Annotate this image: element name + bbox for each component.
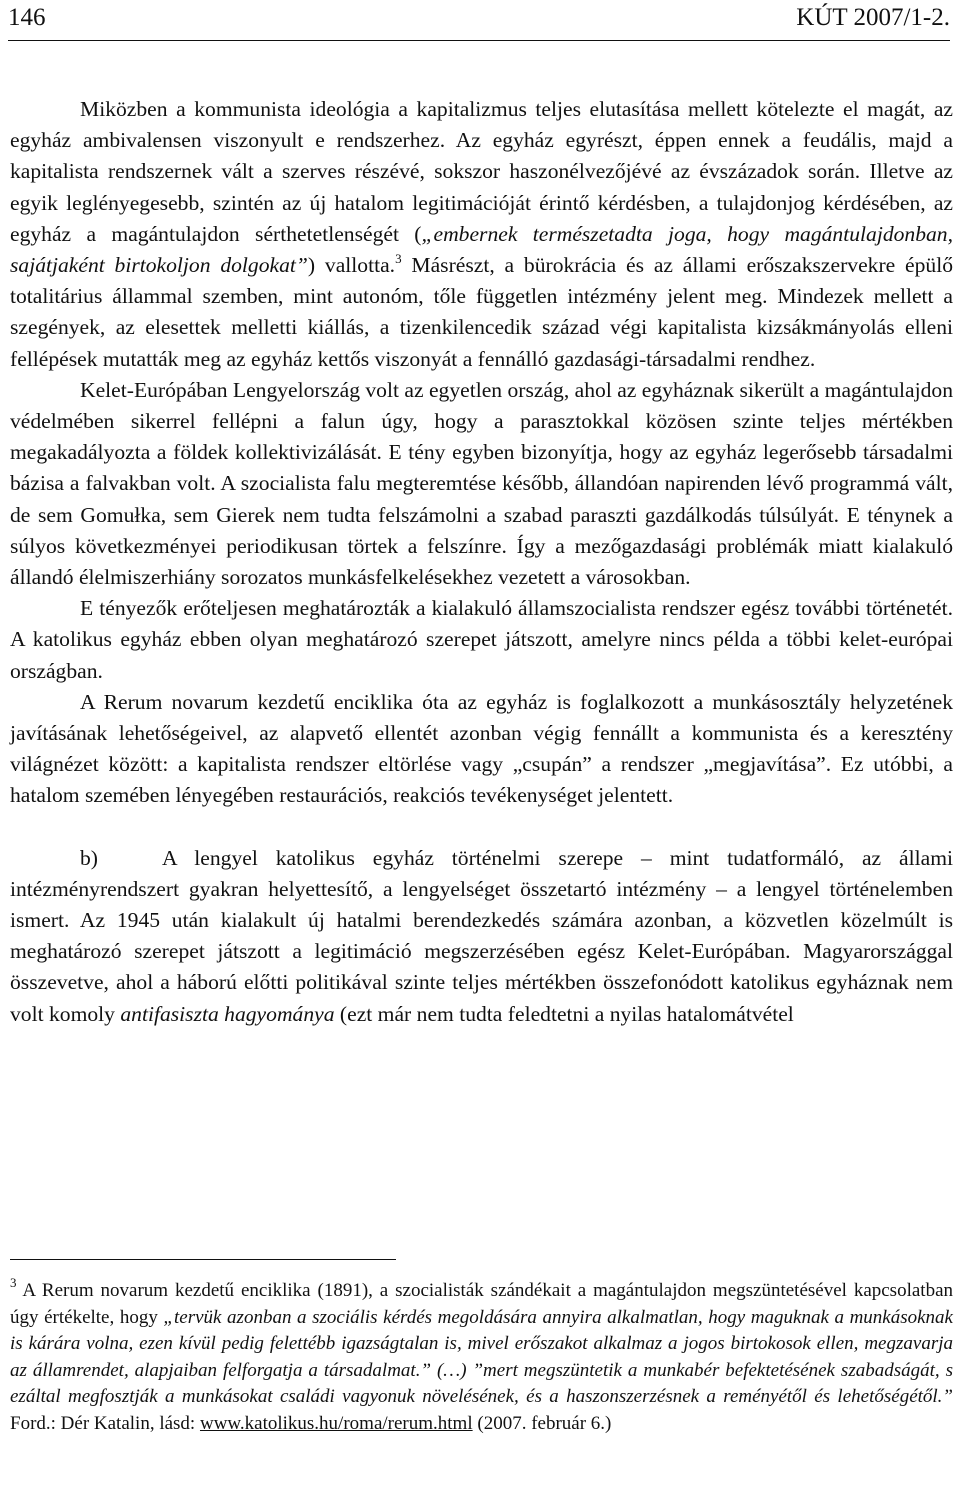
- paragraph-2: Kelet-Európában Lengyelország volt az egyetlen ország, ahol az egyháznak sikerült a magántulajdon védelmében sikerrel fellépni a falun úgy, hogy a parasztokkal közösen szinte teljes mértékben megakadályozta a földek kollektivizálását. E tény egyben bizonyítja, hogy az egyház legerősebb társadalmi bázisa a falvakban volt. A szocialista falu megteremtése később, állandóan napirenden lévő programmá vált, de sem Gomułka, sem Gierek nem tudta felszámolni a szabad paraszti gazdálkodás túlsúlyát. E ténynek a súlyos következményei periodikusan törtek a felszínre. Így a mezőgazdasági problémák miatt kialakuló állandó élelmiszerhiány sorozatos munkásfelkelésekhez vezetett a városokban.: [10, 377, 953, 590]
- article-body: [10, 94, 953, 1030]
- paragraph-3: E tényezők erőteljesen meghatározták a kialakuló államszocialista rendszer egész további történetét. A katolikus egyház ebben olyan meghatározó szerepet játszott, amelyre nincs példa a többi kelet-európai országban.: [10, 596, 953, 683]
- section-label: b): [80, 845, 98, 870]
- quote-natural-right: „embernek természetadta joga, hogy magántulajdonban, sajátjaként birtokoljon dolgokat”: [10, 221, 953, 278]
- italic-phrase: antifasiszta hagyománya: [120, 1001, 335, 1026]
- paragraph-1: [10, 94, 953, 375]
- paragraph-4: A Rerum novarum kezdetű enciklika óta az egyház is foglalkozott a munkásosztály helyzetének javításának lehetőségeivel, az alapvető ellentét azonban végig fennállt a kommunista és a keresztény világnézet között: a kapitalista rendszer eltörlése vagy „csupán” a rendszer „megjavítása”. Ez utóbbi, a hatalom szemében lényegében restaurációs, reakciós tevékenységet jelentett.: [10, 689, 953, 808]
- page-header: [8, 2, 950, 42]
- footnote-reference[interactable]: 3: [395, 251, 402, 267]
- section-b-text-b: (ezt már nem tudta feledtetni a nyilas hatalomátvétel: [334, 1001, 794, 1026]
- footnote-quote: „tervük azonban a szociális kérdés megoldására annyira alkalmatlan, hogy maguknak a munkásoknak is kárára volna, ezen kívül pedig felettébb igazságtalan is, mivel erőszakot alkalmaz a jogos birtokosok ellen, megzavarja az államrendet, alapjaiban felforgatja a társadalmat.” (…) ”mert megszüntetik a munkabér befektetésének szabadságát, s ezáltal megfosztják a munkásokat családi vagyonuk növelésének, és a haszonszerzésnek a reményétől és lehetőségétől.”: [10, 1306, 953, 1407]
- source-link[interactable]: www.katolikus.hu/roma/rerum.html: [199, 1412, 473, 1434]
- footnote-number: 3: [10, 1275, 17, 1290]
- paragraph-1-text-b: ) vallotta.: [307, 253, 396, 278]
- header-rule: [8, 40, 950, 41]
- footnote-text-b: Ford.: Dér Katalin, lásd:: [10, 1412, 200, 1434]
- footnote-3: [10, 1275, 953, 1437]
- footnote-rule: [10, 1259, 396, 1260]
- paragraph-1-text: Miközben a kommunista ideológia a kapitalizmus teljes elutasítása mellett kötelezte el magát, az egyház ambivalensen viszonyult e rendszerhez. Az egyház egyrészt, éppen ennek a feudális, majd a kapitalista rendszernek vált a szerves részévé, sokszor haszonélvezőjévé az évszázadok során. Illetve az egyik leglényegesebb, szintén az új hatalom legitimációját érintő kérdésben, a tulajdonjog kérdésében, az egyház a magántulajdon sérthetetlenségét (: [10, 97, 953, 246]
- footnote-text: A Rerum novarum kezdetű enciklika (1891), a szocialisták szándékait a magántulajdon megszüntetésével kapcsolatban úgy értékelte, hogy: [10, 1280, 953, 1328]
- section-b-paragraph: [10, 843, 953, 1030]
- journal-issue: KÚT 2007/1-2.: [796, 4, 950, 31]
- page-number: 146: [8, 4, 46, 31]
- paragraph-1-text-c: Másrészt, a bürokrácia és az állami erőszakszervekre épülő totalitárius állammal szemben, mint autonóm, tőle független intézmény jelent meg. Mindezek mellett a szegények, az elesettek melletti kiállás, a tizenkilencedik század végi kapitalista kizsákmányolás elleni fellépések mutatták meg az egyház kettős viszonyát a fennálló gazdasági-társadalmi rendhez.: [10, 253, 953, 371]
- section-b-text: A lengyel katolikus egyház történelmi szerepe – mint tudatformáló, az állami intézményrendszert gyakran helyettesítő, a lengyelséget összetartó intézmény – a lengyel történelemben ismert. Az 1945 után kialakult új hatalmi berendezkedés számára azonban, a közvetlen közelmúlt is meghatározó szerepet játszott a legitimáció megszerzésében egész Kelet-Európában. Magyarországgal összevetve, ahol a háború előtti politikával szinte teljes mértékben összefonódott katolikus egyháznak nem volt komoly: [10, 845, 953, 1026]
- footnote-text-c: (2007. február 6.): [472, 1412, 612, 1434]
